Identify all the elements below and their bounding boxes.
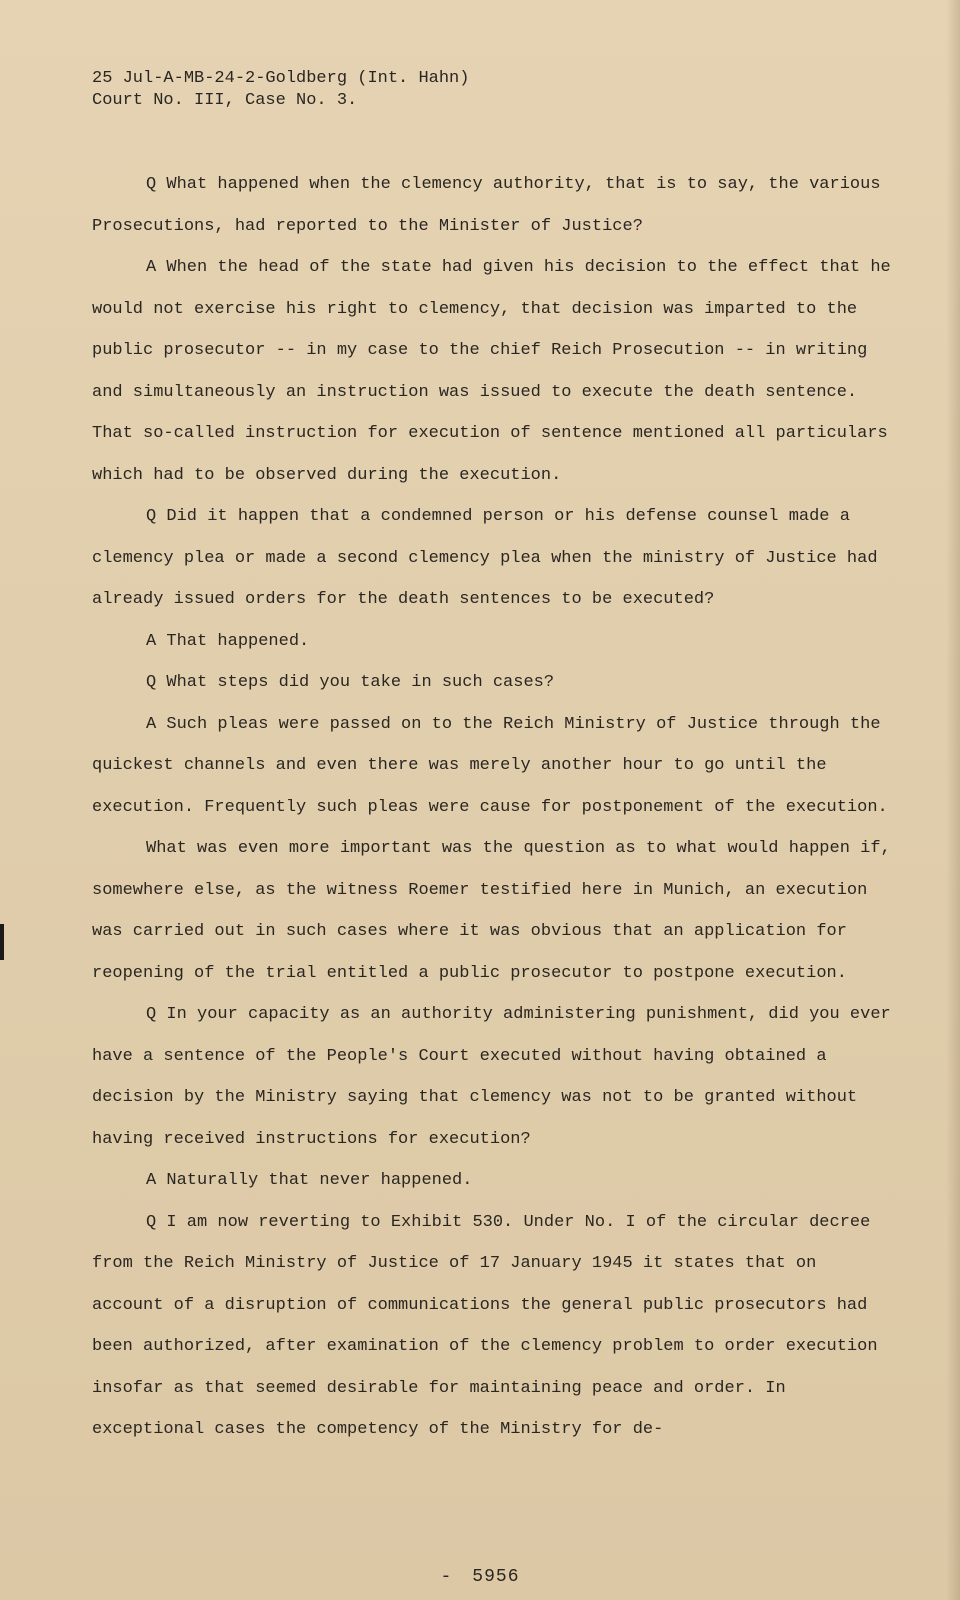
paragraph-a-head-of-state: A When the head of the state had given his decision to the effect that he would not exercise his right to clemency, that decision was imparted to the public prosecutor -- in my case to the chief Reich Prosecution -- in writing and simultaneously an instruction was issued to execute the death sentence. That so-called instruction for execution of sentence mentioned all particulars which had to be observed during the execution. [92, 258, 891, 485]
paragraph-q-clemency-plea: Q Did it happen that a condemned person or his defense counsel made a clemency plea or made a second clemency plea when the ministry of Justice had already issued orders for the death sentences to be executed? [92, 507, 878, 609]
paragraph-q-exhibit-530: Q I am now reverting to Exhibit 530. Under No. I of the circular decree from the Reich Ministry of Justice of 17 January 1945 it states that on account of a disruption of communications the general public prosecutors had been authorized, after examination of the clemency problem to order execution insofar as that seemed desirable for maintaining peace and order. In exceptional cases the competency of the Ministry for de- [92, 1212, 878, 1439]
paragraph-a-pleas-passed-on: A Such pleas were passed on to the Reich Ministry of Justice through the quickest channels and even there was merely another hour to go until the execution. Frequently such pleas were cause for postponement of the execution. [92, 714, 888, 817]
binder-mark [0, 924, 4, 960]
page-edge-shadow [946, 0, 960, 1600]
footer-dash: - [440, 1567, 453, 1587]
paragraph-q-clemency-authority: Q What happened when the clemency authority, that is to say, the various Prosecutions, had reported to the Minister of Justice? [92, 175, 881, 236]
document-header [92, 68, 469, 112]
header-line-1: 25 Jul-A-MB-24-2-Goldberg (Int. Hahn) [92, 69, 470, 88]
paragraph-a-that-happened: A That happened. [146, 631, 310, 651]
paragraph-a-never-happened: A Naturally that never happened. [146, 1171, 473, 1190]
header-line-2: Court No. III, Case No. 3. [92, 91, 358, 110]
paragraph-q-what-steps: Q What steps did you take in such cases? [146, 673, 555, 692]
page-footer [0, 1567, 960, 1587]
paragraph-q-your-capacity: Q In your capacity as an authority administering punishment, did you ever have a sentence of the People's Court executed without having obtained a decision by the Ministry saying that clemency was not to be granted without having received instructions for execution? [92, 1005, 891, 1149]
paragraph-more-important: What was even more important was the question as to what would happen if, somewhere else, as the witness Roemer testified here in Munich, an execution was carried out in such cases where it was obvious that an application for reopening of the trial entitled a public prosecutor to postpone execution. [92, 839, 891, 983]
transcript-body [92, 164, 892, 1451]
page-number: 5956 [472, 1567, 520, 1587]
